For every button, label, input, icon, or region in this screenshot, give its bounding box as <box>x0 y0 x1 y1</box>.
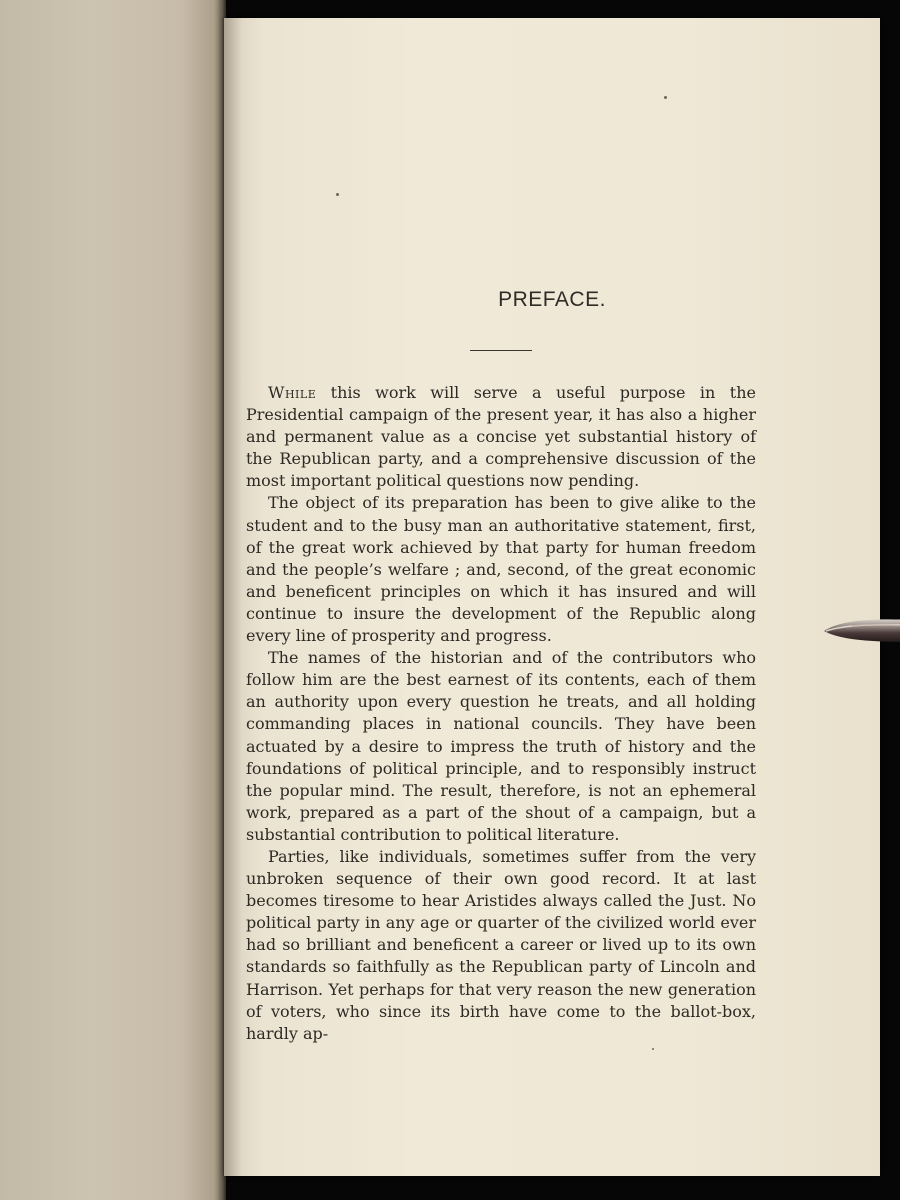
page-curve-shadow <box>224 18 242 1176</box>
paper-speck <box>664 96 667 99</box>
left-page <box>0 0 226 1200</box>
paragraph-1 <box>246 382 756 492</box>
paragraph-text: this work will serve a useful purpose in the Presidential campaign of the present year, it has also a higher and permanent value as a concise yet substantial history of the Republican party, and a comprehensive discussion of the most important political questions now pending. <box>246 383 756 491</box>
title-divider <box>470 350 532 351</box>
paper-speck <box>336 193 339 196</box>
page-title: PREFACE. <box>498 288 606 311</box>
fountain-pen-icon <box>822 612 900 648</box>
paragraph-3: The names of the historian and of the contributors who follow him are the best earnest of its contents, each of them an authority upon every question he treats, and all holding commanding places in national councils. They have been actuated by a desire to impress the truth of history and the foundations of political principle, and to responsibly instruct the popular mind. The result, therefore, is not an ephemeral work, prepared as a part of the shout of a campaign, but a substantial contribution to political literature. <box>246 648 756 844</box>
paragraph-lead-word: While <box>268 383 317 402</box>
right-page <box>224 18 880 1176</box>
preface-body <box>246 382 756 1045</box>
paragraph-2: The object of its preparation has been to give alike to the student and to the busy man an authoritative statement, first, of the great work achieved by that party for human freedom and the people’s welfare ; and, second, of the great economic and beneficent principles on which it has insured and will continue to insure the development of the Republic along every line of prosperity and progress. <box>246 493 756 646</box>
paragraph-4: Parties, like individuals, sometimes suffer from the very unbroken sequence of their own good record. It at last becomes tiresome to hear Aristides always called the Just. No political party in any age or quarter of the civilized world ever had so brilliant and beneficent a career or lived up to its own standards so faithfully as the Republican party of Lincoln and Harrison. Yet perhaps for that very reason the new generation of voters, who since its birth have come to the ballot-box, hardly ap- <box>246 846 756 1043</box>
paper-speck <box>652 1048 654 1050</box>
